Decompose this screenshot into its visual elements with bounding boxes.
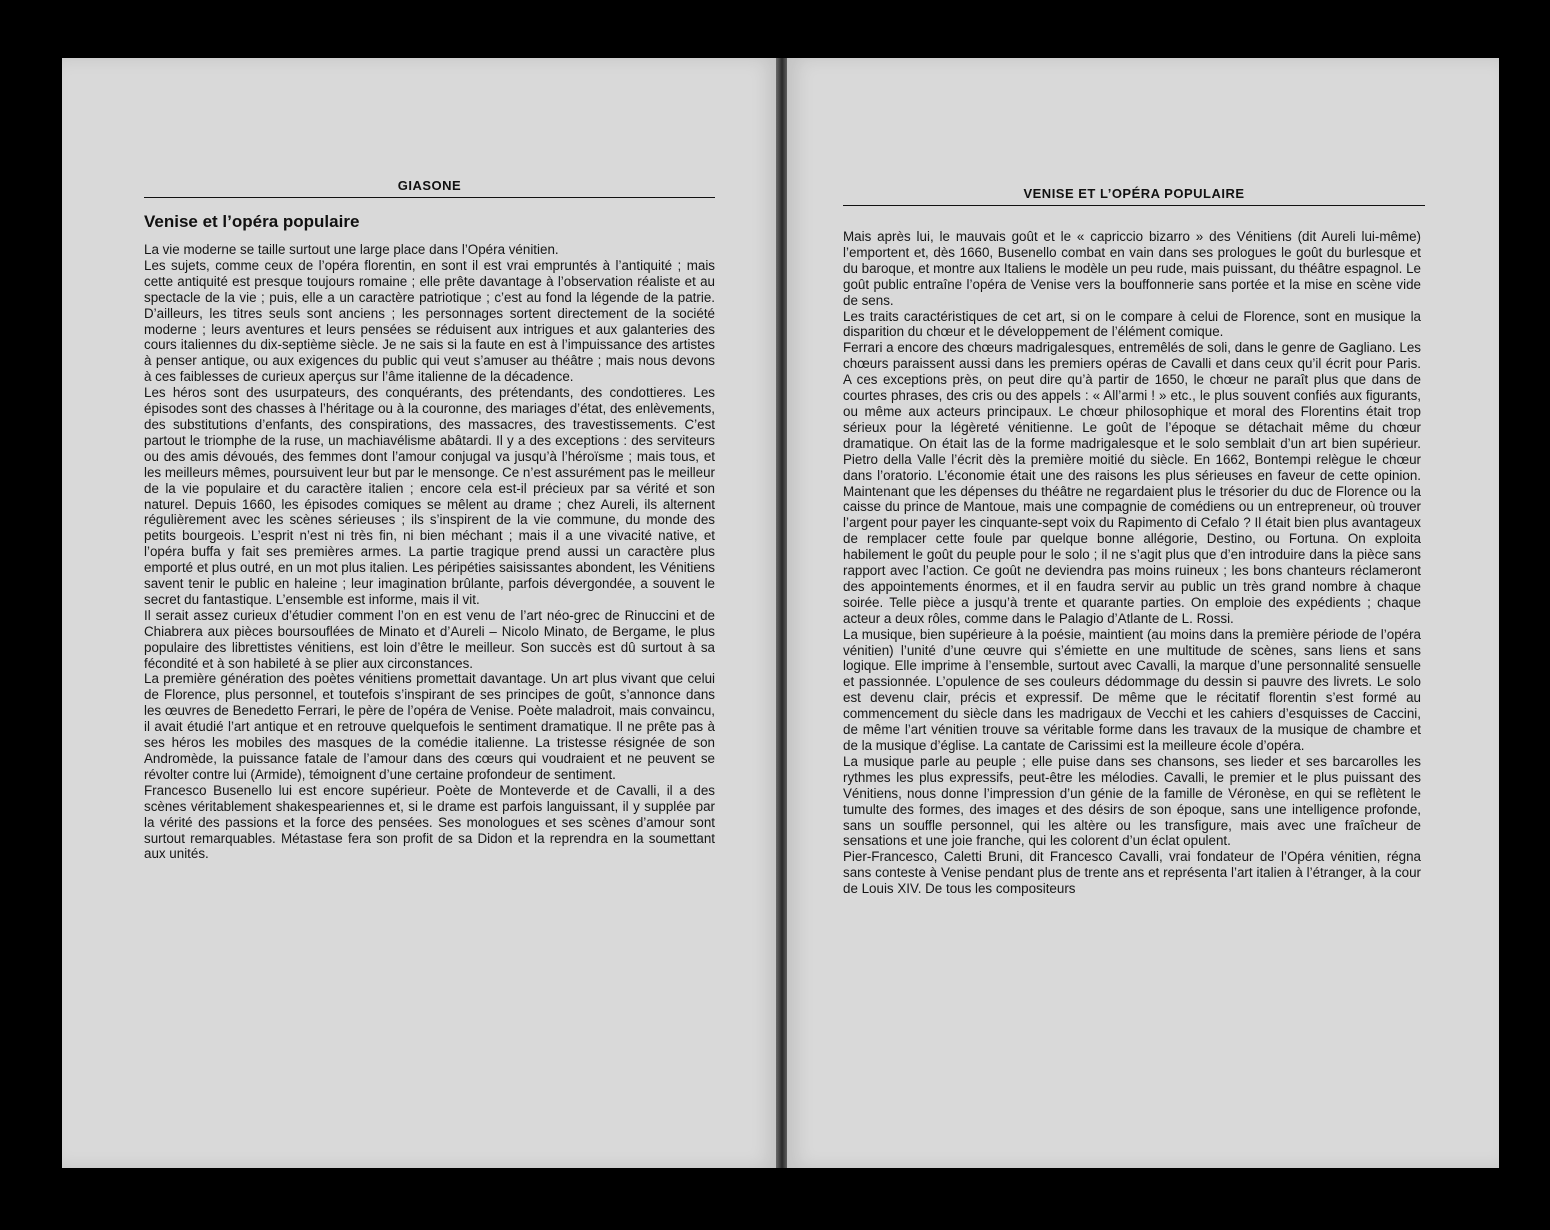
paragraph: La vie moderne se taille surtout une large place dans l’Opéra vénitien. xyxy=(144,242,559,257)
paragraph: La musique parle au peuple ; elle puise dans ses chansons, ses lieder et ses barcarolles les rythmes les plus expressifs, peut-être les mélodies. Cavalli, le premier et le plus puissant des Vénitiens, nous donne l’impression d’un génie de la famille de Véronèse, en qui se reflètent le tumulte des formes, des images et des désirs de son époque, sans une intelligence profonde, sans un souffle personnel, qui les altère ou les transfigure, mais avec une fraîcheur de sensations et une joie franche, qui les colorent d’un éclat opulent. xyxy=(843,753,1421,849)
paragraph: Ferrari a encore des chœurs madrigalesques, entremêlés de soli, dans le genre de Gagliano. Les chœurs paraissent aussi dans les premiers opéras de Cavalli et dans ceux qu’il écrit pour Paris. A ces exceptions près, on peut dire qu’à partir de 1650, le chœur ne paraît plus que dans de courtes phrases, des cris ou des appels : « All’armi ! » etc., le plus souvent confiés aux figurants, ou même aux acteurs principaux. Le chœur philosophique et moral des Florentins était trop sérieux pour la légèreté vénitienne. Le goût de l’époque se détachait même du chœur dramatique. On était las de la forme madrigalesque et le solo semblait d’un art bien supérieur. Pietro della Valle l’écrit dès la première moitié du siècle. En 1662, Bontempi relègue le chœur dans l’oratorio. L’économie était une des raisons les plus sérieuses en faveur de cette opinion. Maintenant que les dépenses du théâtre ne regardaient plus le trésorier du duc de Florence ou la caisse du prince de Mantoue, mais une compagnie de comédiens ou un entrepreneur, où trouver l’argent pour payer les cinquante-sept voix du Rapimento di Cefalo ? Il était bien plus avantageux de remplacer cette foule par quelque bonne allégorie, Destino, ou Fortuna. On exploita habilement le goût du peuple pour le solo ; il ne s’agit plus que d’en introduire dans la pièce sans rapport avec l’action. Ce goût ne deviendra pas moins ruineux ; les bons chanteurs réclameront des appointements énormes, et il en faudra servir au public un très grand nombre à chaque soirée. Telle pièce a jusqu’à trente et quarante parties. On emploie des expédients ; chaque acteur a deux rôles, comme dans le Palagio d’Atlante de L. Rossi. xyxy=(843,340,1421,626)
paragraph: Les sujets, comme ceux de l’opéra florentin, en sont il est vrai empruntés à l’antiquité ; mais cette antiquité est presque toujours romaine ; elle prête davantage à l’observation réaliste et au spectacle de la vie ; puis, elle a un caractère patriotique ; c’est au fond la légende de la patrie. D’ailleurs, les titres seuls sont anciens ; les personnages sortent directement de la société moderne ; leurs aventures et leurs pensées se réduisent aux intrigues et aux galanteries des cours italiennes du dix-septième siècle. Je ne sais si la faute en est à l’impuissance des artistes à penser antique, ou aux exigences du public qui veut s’amuser au théâtre ; mais nous devons à ces faiblesses de curieux aperçus sur l’âme italienne de la décadence. xyxy=(144,257,715,385)
body-text-left xyxy=(144,242,715,862)
running-head-left: GIASONE xyxy=(397,178,462,193)
right-page xyxy=(787,58,1499,1168)
paragraph: Il serait assez curieux d’étudier comment l’on en est venu de l’art néo-grec de Rinuccini et de Chiabrera aux pièces boursouflées de Minato et d’Aureli – Nicolo Minato, de Bergame, le plus populaire des librettistes vénitiens, est loin d’être le meilleur. Son succès est dû surtout à sa fécondité et à son habileté à se plier aux circonstances. xyxy=(144,607,715,671)
paragraph: La première génération des poètes vénitiens promettait davantage. Un art plus vivant que celui de Florence, plus personnel, et toutefois s’inspirant de ses principes de goût, s’annonce dans les œuvres de Benedetto Ferrari, le père de l’opéra de Venise. Poète maladroit, mais convaincu, il avait étudié l’art antique et en retrouve quelquefois le sentiment dramatique. Il ne prête pas à ses héros les mobiles des masques de la comédie italienne. La tristesse résignée de son Andromède, la puissance fatale de l’amour dans des cœurs qui voudraient et ne peuvent se révolter contre lui (Armide), témoignent d’une certaine profondeur de sentiment. xyxy=(144,671,715,782)
body-text-right xyxy=(843,229,1421,897)
running-head-right: VENISE ET L’OPÉRA POPULAIRE xyxy=(1023,186,1245,201)
paragraph: Les traits caractéristiques de cet art, si on le compare à celui de Florence, sont en musique la disparition du chœur et le développement de l’élément comique. xyxy=(843,308,1421,340)
section-title: Venise et l’opéra populaire xyxy=(144,212,360,231)
paragraph: Pier-Francesco, Caletti Bruni, dit Francesco Cavalli, vrai fondateur de l’Opéra vénitien, régna sans conteste à Venise pendant plus de trente ans et représenta l’art italien à l’étranger, à la cour de Louis XIV. De tous les compositeurs xyxy=(843,849,1421,897)
header-rule-right xyxy=(843,205,1425,206)
paragraph: Francesco Busenello lui est encore supérieur. Poète de Monteverde et de Cavalli, il a des scènes véritablement shakespeariennes et, si le drame est parfois languissant, il y supplée par la vérité des passions et la force des pensées. Ses monologues et ses scènes d’amour sont surtout remarquables. Métastase fera son profit de sa Didon et la reprendra en la soumettant aux unités. xyxy=(144,782,715,862)
paragraph: Mais après lui, le mauvais goût et le « capriccio bizarro » des Vénitiens (dit Aureli lui-même) l’emportent et, dès 1660, Busenello combat en vain dans ses prologues le goût du burlesque et du baroque, et montre aux Italiens le modèle un peu rude, mais puissant, du théâtre espagnol. Le goût public entraîne l’opéra de Venise vers la bouffonnerie sans portée et la mise en scène vide de sens. xyxy=(843,229,1421,308)
paragraph: La musique, bien supérieure à la poésie, maintient (au moins dans la première période de l’opéra vénitien) l’unité d’une œuvre qui s’émiette en une multitude de scènes, sans liens et sans logique. Elle imprime à l’ensemble, surtout avec Cavalli, la marque d’une personnalité sensuelle et passionnée. L’opulence de ses couleurs dédommage du dessin si pauvre des livrets. Le solo est devenu clair, précis et expressif. De même que le récitatif florentin s’est formé au commencement du siècle dans les madrigaux de Vecchi et les cahiers d’esquisses de Caccini, de même l’art vénitien trouve sa véritable forme dans les travaux de la musique de chambre et de la musique d’église. La cantate de Carissimi est la meilleure école d’opéra. xyxy=(843,626,1421,753)
header-rule-left xyxy=(144,197,715,198)
paragraph: Les héros sont des usurpateurs, des conquérants, des prétendants, des condottieres. Les épisodes sont des chasses à l’héritage ou à la couronne, des mariages d’état, des enlèvements, des substitutions d’enfants, des conspirations, des massacres, des travestissements. C’est partout le triomphe de la ruse, un machiavélisme abâtardi. Il y a des exceptions : des serviteurs ou des amis dévoués, des femmes dont l’amour conjugal va jusqu’à l’héroïsme ; mais tous, et les meilleurs mêmes, poursuivent leur but par le mensonge. Ce n’est assurément pas le meilleur de la vie populaire et du caractère italien ; encore cela est-il précieux par sa vérité et son naturel. Depuis 1660, les épisodes comiques se mêlent au drame ; chez Aureli, ils alternent régulièrement avec les scènes sérieuses ; ils s’inspirent de la vie commune, du monde des petits bourgeois. L’esprit n’est ni très fin, ni bien méchant ; mais il a une vivacité native, et l’opéra buffa y fait ses premières armes. La partie tragique prend aussi un caractère plus emporté et plus outré, en un mot plus italien. Les péripéties saisissantes abondent, les Vénitiens savent tenir le public en haleine ; leur imagination brûlante, parfois dévergondée, a souvent le secret du fantastique. L’ensemble est informe, mais il vit. xyxy=(144,385,715,607)
left-page xyxy=(62,58,778,1168)
